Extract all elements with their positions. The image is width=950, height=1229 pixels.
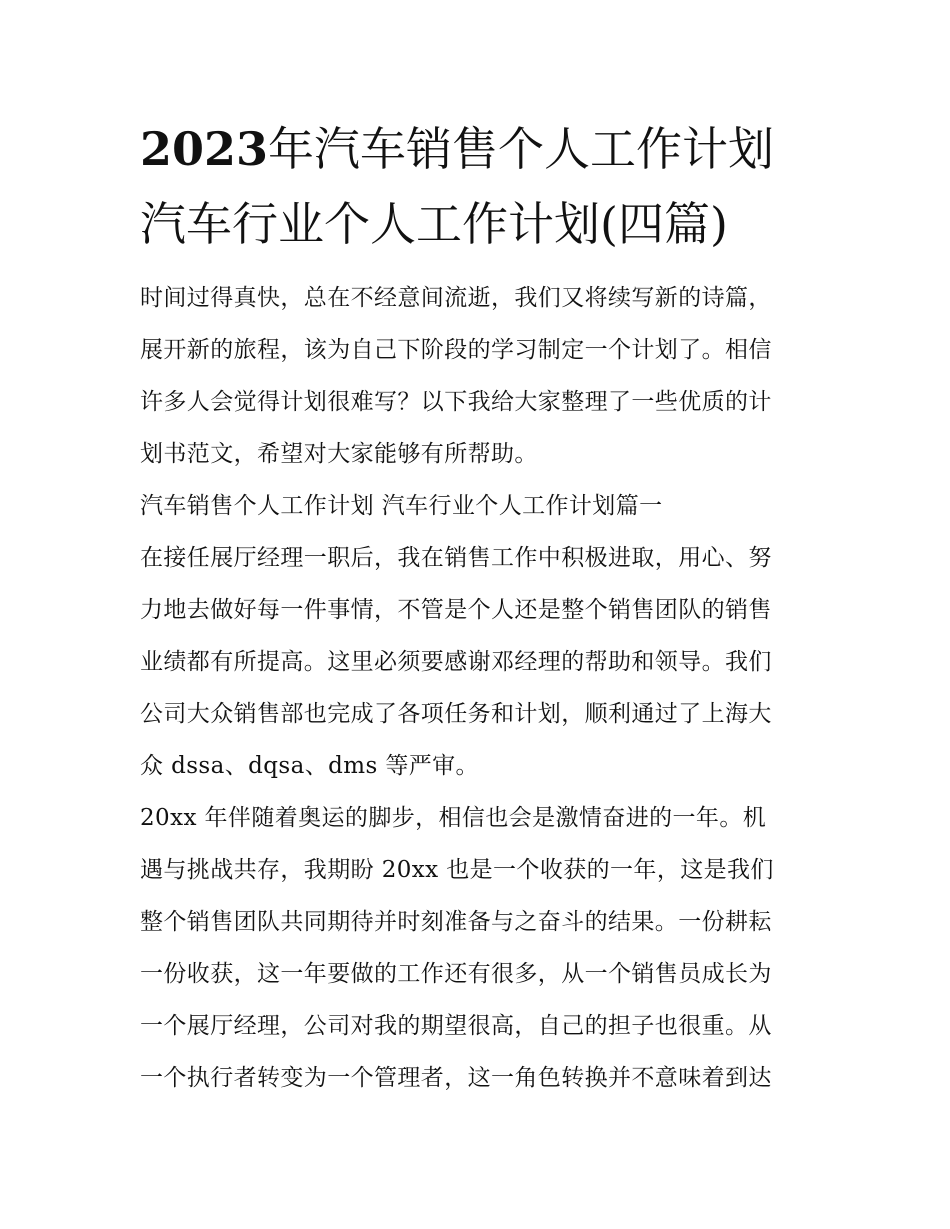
body-line: 整个销售团队共同期待并时刻准备与之奋斗的结果。一份耕耘 <box>140 909 772 935</box>
body-line: 20xx 年伴随着奥运的脚步，相信也会是激情奋进的一年。机 <box>140 805 767 831</box>
body-line: 一个展厅经理，公司对我的期望很高，自己的担子也很重。从 <box>140 1013 772 1039</box>
body-line: 遇与挑战共存，我期盼 20xx 也是一个收获的一年，这是我们 <box>140 857 774 883</box>
body-line: 许多人会觉得计划很难写？以下我给大家整理了一些优质的计 <box>140 389 772 415</box>
body-line: 公司大众销售部也完成了各项任务和计划，顺利通过了上海大 <box>140 701 772 727</box>
body-line: 业绩都有所提高。这里必须要感谢邓经理的帮助和领导。我们 <box>140 649 772 675</box>
body-line: 一份收获，这一年要做的工作还有很多，从一个销售员成长为 <box>140 961 772 987</box>
section-heading: 汽车销售个人工作计划 汽车行业个人工作计划篇一 <box>140 493 663 519</box>
body-line: 时间过得真快，总在不经意间流逝，我们又将续写新的诗篇， <box>140 285 772 311</box>
title-line-1-text: 年汽车销售个人工作计划 <box>268 122 775 176</box>
body-line: 一个执行者转变为一个管理者，这一角色转换并不意味着到达 <box>140 1065 772 1091</box>
document-body <box>140 272 820 1104</box>
body-line: 众 dssa、dqsa、dms 等严审。 <box>140 753 479 779</box>
document-title-line-1 <box>140 120 820 178</box>
document-title-line-2: 汽车行业个人工作计划(四篇) <box>140 197 728 251</box>
body-line: 在接任展厅经理一职后，我在销售工作中积极进取，用心、努 <box>140 545 772 571</box>
title-year: 2023 <box>140 122 269 176</box>
body-line: 划书范文，希望对大家能够有所帮助。 <box>140 441 538 467</box>
body-line: 展开新的旅程，该为自己下阶段的学习制定一个计划了。相信 <box>140 337 772 363</box>
body-line: 力地去做好每一件事情，不管是个人还是整个销售团队的销售 <box>140 597 772 623</box>
